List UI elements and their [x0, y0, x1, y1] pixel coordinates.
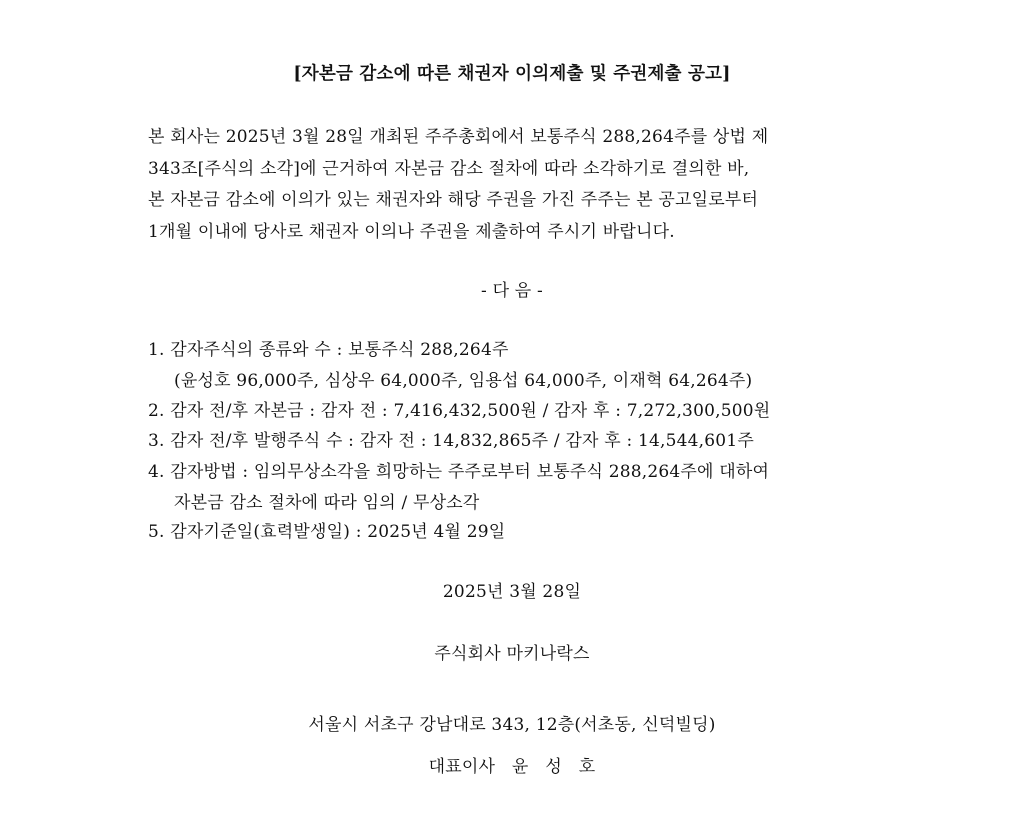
- body-line-2: 343조[주식의 소각]에 근거하여 자본금 감소 절차에 따라 소각하기로 결의한 바,: [148, 159, 750, 179]
- list-item-1: 1. 감자주식의 종류와 수 : 보통주식 288,264주: [148, 340, 509, 360]
- notice-date: 2025년 3월 28일: [442, 582, 582, 602]
- section-heading: - 다 음 -: [481, 281, 543, 301]
- body-line-3: 본 자본금 감소에 이의가 있는 채권자와 해당 주권을 가진 주주는 본 공고일로부터: [148, 190, 759, 210]
- list-item-5: 5. 감자기준일(효력발생일) : 2025년 4월 29일: [148, 522, 506, 542]
- list-item-2: 2. 감자 전/후 자본금 : 감자 전 : 7,416,432,500원 / 감자 후 : 7,272,300,500원: [148, 401, 771, 421]
- list-item-1-detail: (윤성호 96,000주, 심상우 64,000주, 임용섭 64,000주, 이재혁 64,264주): [174, 371, 753, 391]
- list-item-4-continued: 자본금 감소 절차에 따라 임의 / 무상소각: [174, 493, 480, 513]
- company-address: 서울시 서초구 강남대로 343, 12층(서초동, 신덕빌딩): [308, 715, 716, 735]
- company-name: 주식회사 마키나락스: [434, 644, 590, 664]
- representative: 대표이사 윤 성 호: [428, 757, 596, 777]
- list-item-4: 4. 감자방법 : 임의무상소각을 희망하는 주주로부터 보통주식 288,264주에 대하여: [148, 462, 770, 482]
- body-line-4: 1개월 이내에 당사로 채권자 이의나 주권을 제출하여 주시기 바랍니다.: [148, 222, 675, 242]
- notice-title: [자본금 감소에 따른 채권자 이의제출 및 주권제출 공고]: [293, 64, 731, 84]
- body-line-1: 본 회사는 2025년 3월 28일 개최된 주주총회에서 보통주식 288,264주를 상법 제: [148, 127, 769, 147]
- list-item-3: 3. 감자 전/후 발행주식 수 : 감자 전 : 14,832,865주 / 감자 후 : 14,544,601주: [148, 431, 754, 451]
